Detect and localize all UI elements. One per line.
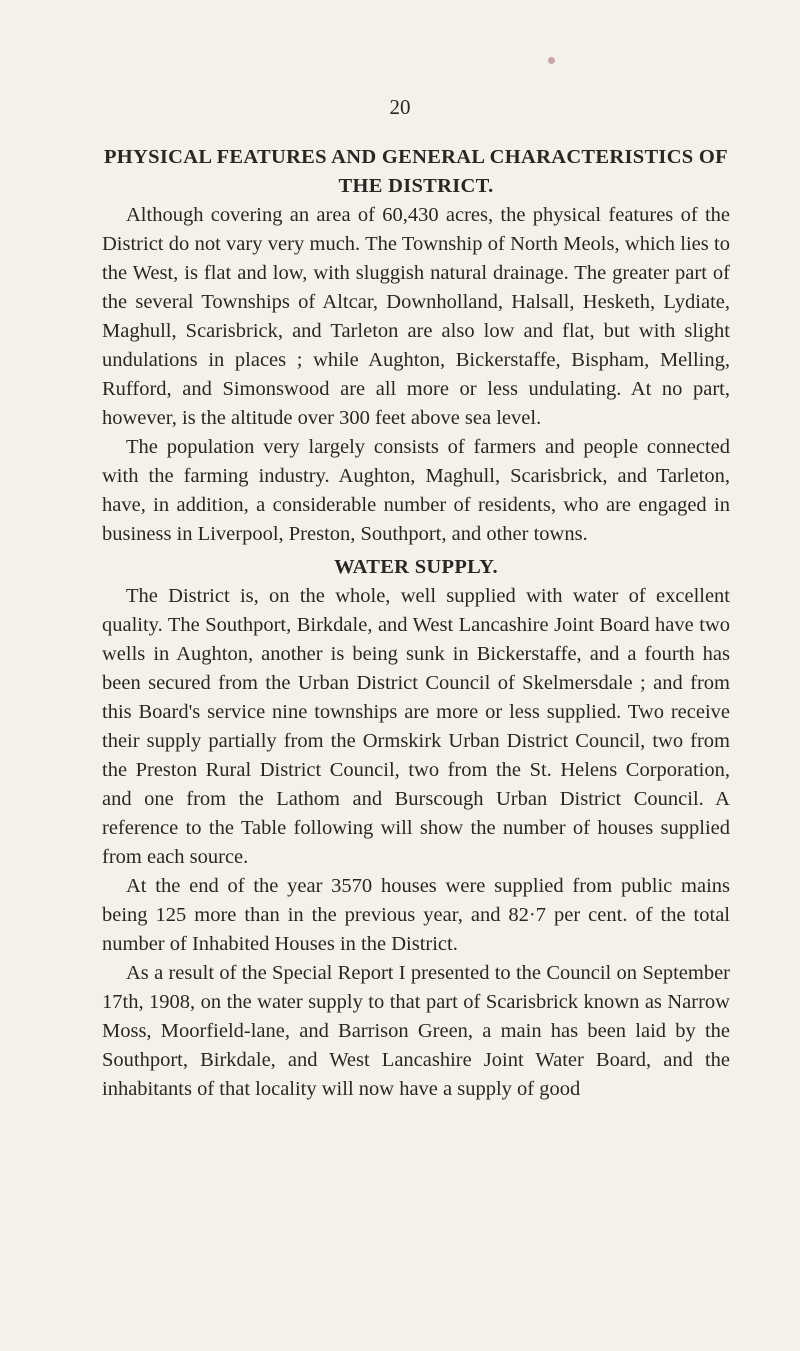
paragraph: At the end of the year 3570 houses were supplied from public mains being 125 more than in the previous year, and 82·7 per cent. of the total number of Inhabited Houses in the District. [102,875,730,955]
section-physical-features [102,143,730,549]
paragraph: Although covering an area of 60,430 acres, the physical features of the District do not vary very much. The Township of North Meols, which lies to the West, is flat and low, with sluggish natural drainage. The greater part of the several Townships of Altcar, Downholland, Halsall, Hesketh, Lydiate, Maghull, Scarisbrick, and Tarleton are also low and flat, but with slight undulations in places ; while Aughton, Bickerstaffe, Bispham, Melling, Rufford, and Simonswood are all more or less undulating. At no part, however, is the altitude over 300 feet above sea level. [102,204,730,429]
page-content [102,143,730,1104]
ink-speck [548,57,555,64]
paragraph: As a result of the Special Report I presented to the Council on September 17th, 1908, on the water supply to that part of Scarisbrick known as Narrow Moss, Moorfield-lane, and Barrison Green, a main has been laid by the Southport, Birkdale, and West Lancashire Joint Water Board, and the inhabitants of that locality will now have a supply of good [102,962,730,1100]
section-heading: PHYSICAL FEATURES AND GENERAL CHARACTERISTICS OF THE DISTRICT. [103,146,728,197]
section-water-supply [102,553,730,1104]
section-heading: WATER SUPPLY. [334,556,498,578]
page-number: 20 [389,95,411,119]
paragraph: The population very largely consists of farmers and people connected with the farming industry. Aughton, Maghull, Scarisbrick, and Tarleton, have, in addition, a considerable number of residents, who are engaged in business in Liverpool, Preston, Southport, and other towns. [102,436,730,545]
paragraph: The District is, on the whole, well supplied with water of excellent quality. The Southport, Birkdale, and West Lancashire Joint Board have two wells in Aughton, another is being sunk in Bickerstaffe, and a fourth has been secured from the Urban District Council of Skelmersdale ; and from this Board's service nine townships are more or less supplied. Two receive their supply partially from the Ormskirk Urban District Council, two from the Preston Rural District Council, two from the St. Helens Corporation, and one from the Lathom and Burscough Urban District Council. A reference to the Table following will show the number of houses supplied from each source. [102,585,730,868]
